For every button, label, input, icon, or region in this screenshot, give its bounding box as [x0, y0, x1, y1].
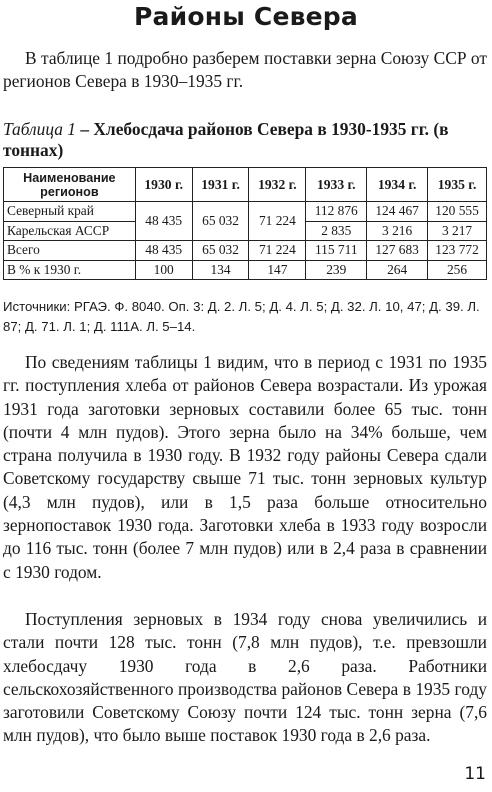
- body-paragraph-2: [3, 608, 487, 748]
- table-caption-label: Таблица 1: [3, 119, 76, 139]
- grain-table: [3, 167, 487, 280]
- region-name-cell: Северный край: [4, 202, 136, 222]
- section-heading: Районы Севера: [134, 2, 358, 31]
- table-row: [4, 260, 487, 280]
- value-cell: 48 435: [135, 241, 192, 261]
- header-cell: 1931 г.: [192, 168, 249, 202]
- table-caption-title: Хлебосдача районов Севера в 1930-1935 гг. (в тоннах): [3, 119, 449, 160]
- value-cell: 65 032: [192, 241, 249, 261]
- table-row: [4, 241, 487, 261]
- value-cell: 100: [135, 260, 192, 280]
- value-cell: 134: [192, 260, 249, 280]
- merged-value-cell: 71 224: [249, 202, 306, 241]
- percent-label-cell: В % к 1930 г.: [4, 260, 136, 280]
- merged-value-cell: 48 435: [135, 202, 192, 241]
- merged-value-cell: 65 032: [192, 202, 249, 241]
- value-cell: 115 711: [306, 241, 367, 261]
- header-cell: Наименование регионов: [4, 168, 136, 202]
- value-cell: 147: [249, 260, 306, 280]
- header-cell: 1930 г.: [135, 168, 192, 202]
- value-cell: 127 683: [367, 241, 428, 261]
- value-cell: 3 217: [428, 221, 487, 241]
- intro-paragraph: [3, 47, 487, 94]
- value-cell: 71 224: [249, 241, 306, 261]
- table-caption: [3, 119, 487, 161]
- header-cell: 1934 г.: [367, 168, 428, 202]
- value-cell: 112 876: [306, 202, 367, 222]
- table-sources: Источники: РГАЭ. Ф. 8040. Оп. 3: Д. 2. Л. 5; Д. 4. Л. 5; Д. 32. Л. 10, 47; Д. 39. Л. 87; Д. 71. Л. 1; Д. 111А. Л. 5–14.: [3, 299, 480, 334]
- table-caption-dash: –: [75, 119, 94, 139]
- paragraph-1-text: По сведениям таблицы 1 видим, что в период с 1931 по 1935 гг. поступления хлеба от районов Севера возрастали. Из урожая 1931 года заготовки зерновых составили более 65 тыс. тонн (почти 4 млн пудов). Этого зерна было на 34% больше, чем страна получила в 1930 году. В 1932 году районы Севера сдали Советскому государству свыше 71 тыс. тонн зерновых культур (4,3 млн пудов), или в 1,5 раза больше относительно зернопоставок 1930 года. Заготовки хлеба в 1933 году возросли до 116 тыс. тонн (более 7 млн пудов) или в 2,4 раза в сравнении с 1930 годом.: [3, 352, 487, 582]
- value-cell: 3 216: [367, 221, 428, 241]
- table-header-row: [4, 168, 487, 202]
- intro-text: В таблице 1 подробно разберем поставки зерна Союзу ССР от регионов Севера в 1930–1935 гг.: [3, 48, 487, 92]
- body-paragraph-1: [3, 351, 487, 584]
- value-cell: 264: [367, 260, 428, 280]
- value-cell: 123 772: [428, 241, 487, 261]
- header-cell: 1935 г.: [428, 168, 487, 202]
- value-cell: 2 835: [306, 221, 367, 241]
- page-number: 11: [464, 764, 486, 784]
- table-row: [4, 202, 487, 222]
- header-cell: 1933 г.: [306, 168, 367, 202]
- value-cell: 120 555: [428, 202, 487, 222]
- total-label-cell: Всего: [4, 241, 136, 261]
- paragraph-2-text: Поступления зерновых в 1934 году снова увеличились и стали почти 128 тыс. тонн (7,8 млн пудов), т.е. превзошли хлебосдачу 1930 года в 2,6 раза. Работники сельскохозяйственного производства районов Севера в 1935 году заготовили Советскому Союзу почти 124 тыс. тонн зерна (7,6 млн пудов), что было выше поставок 1930 года в 2,6 раза.: [3, 609, 487, 746]
- value-cell: 239: [306, 260, 367, 280]
- value-cell: 256: [428, 260, 487, 280]
- value-cell: 124 467: [367, 202, 428, 222]
- header-cell: 1932 г.: [249, 168, 306, 202]
- region-name-cell: Карельская АССР: [4, 221, 136, 241]
